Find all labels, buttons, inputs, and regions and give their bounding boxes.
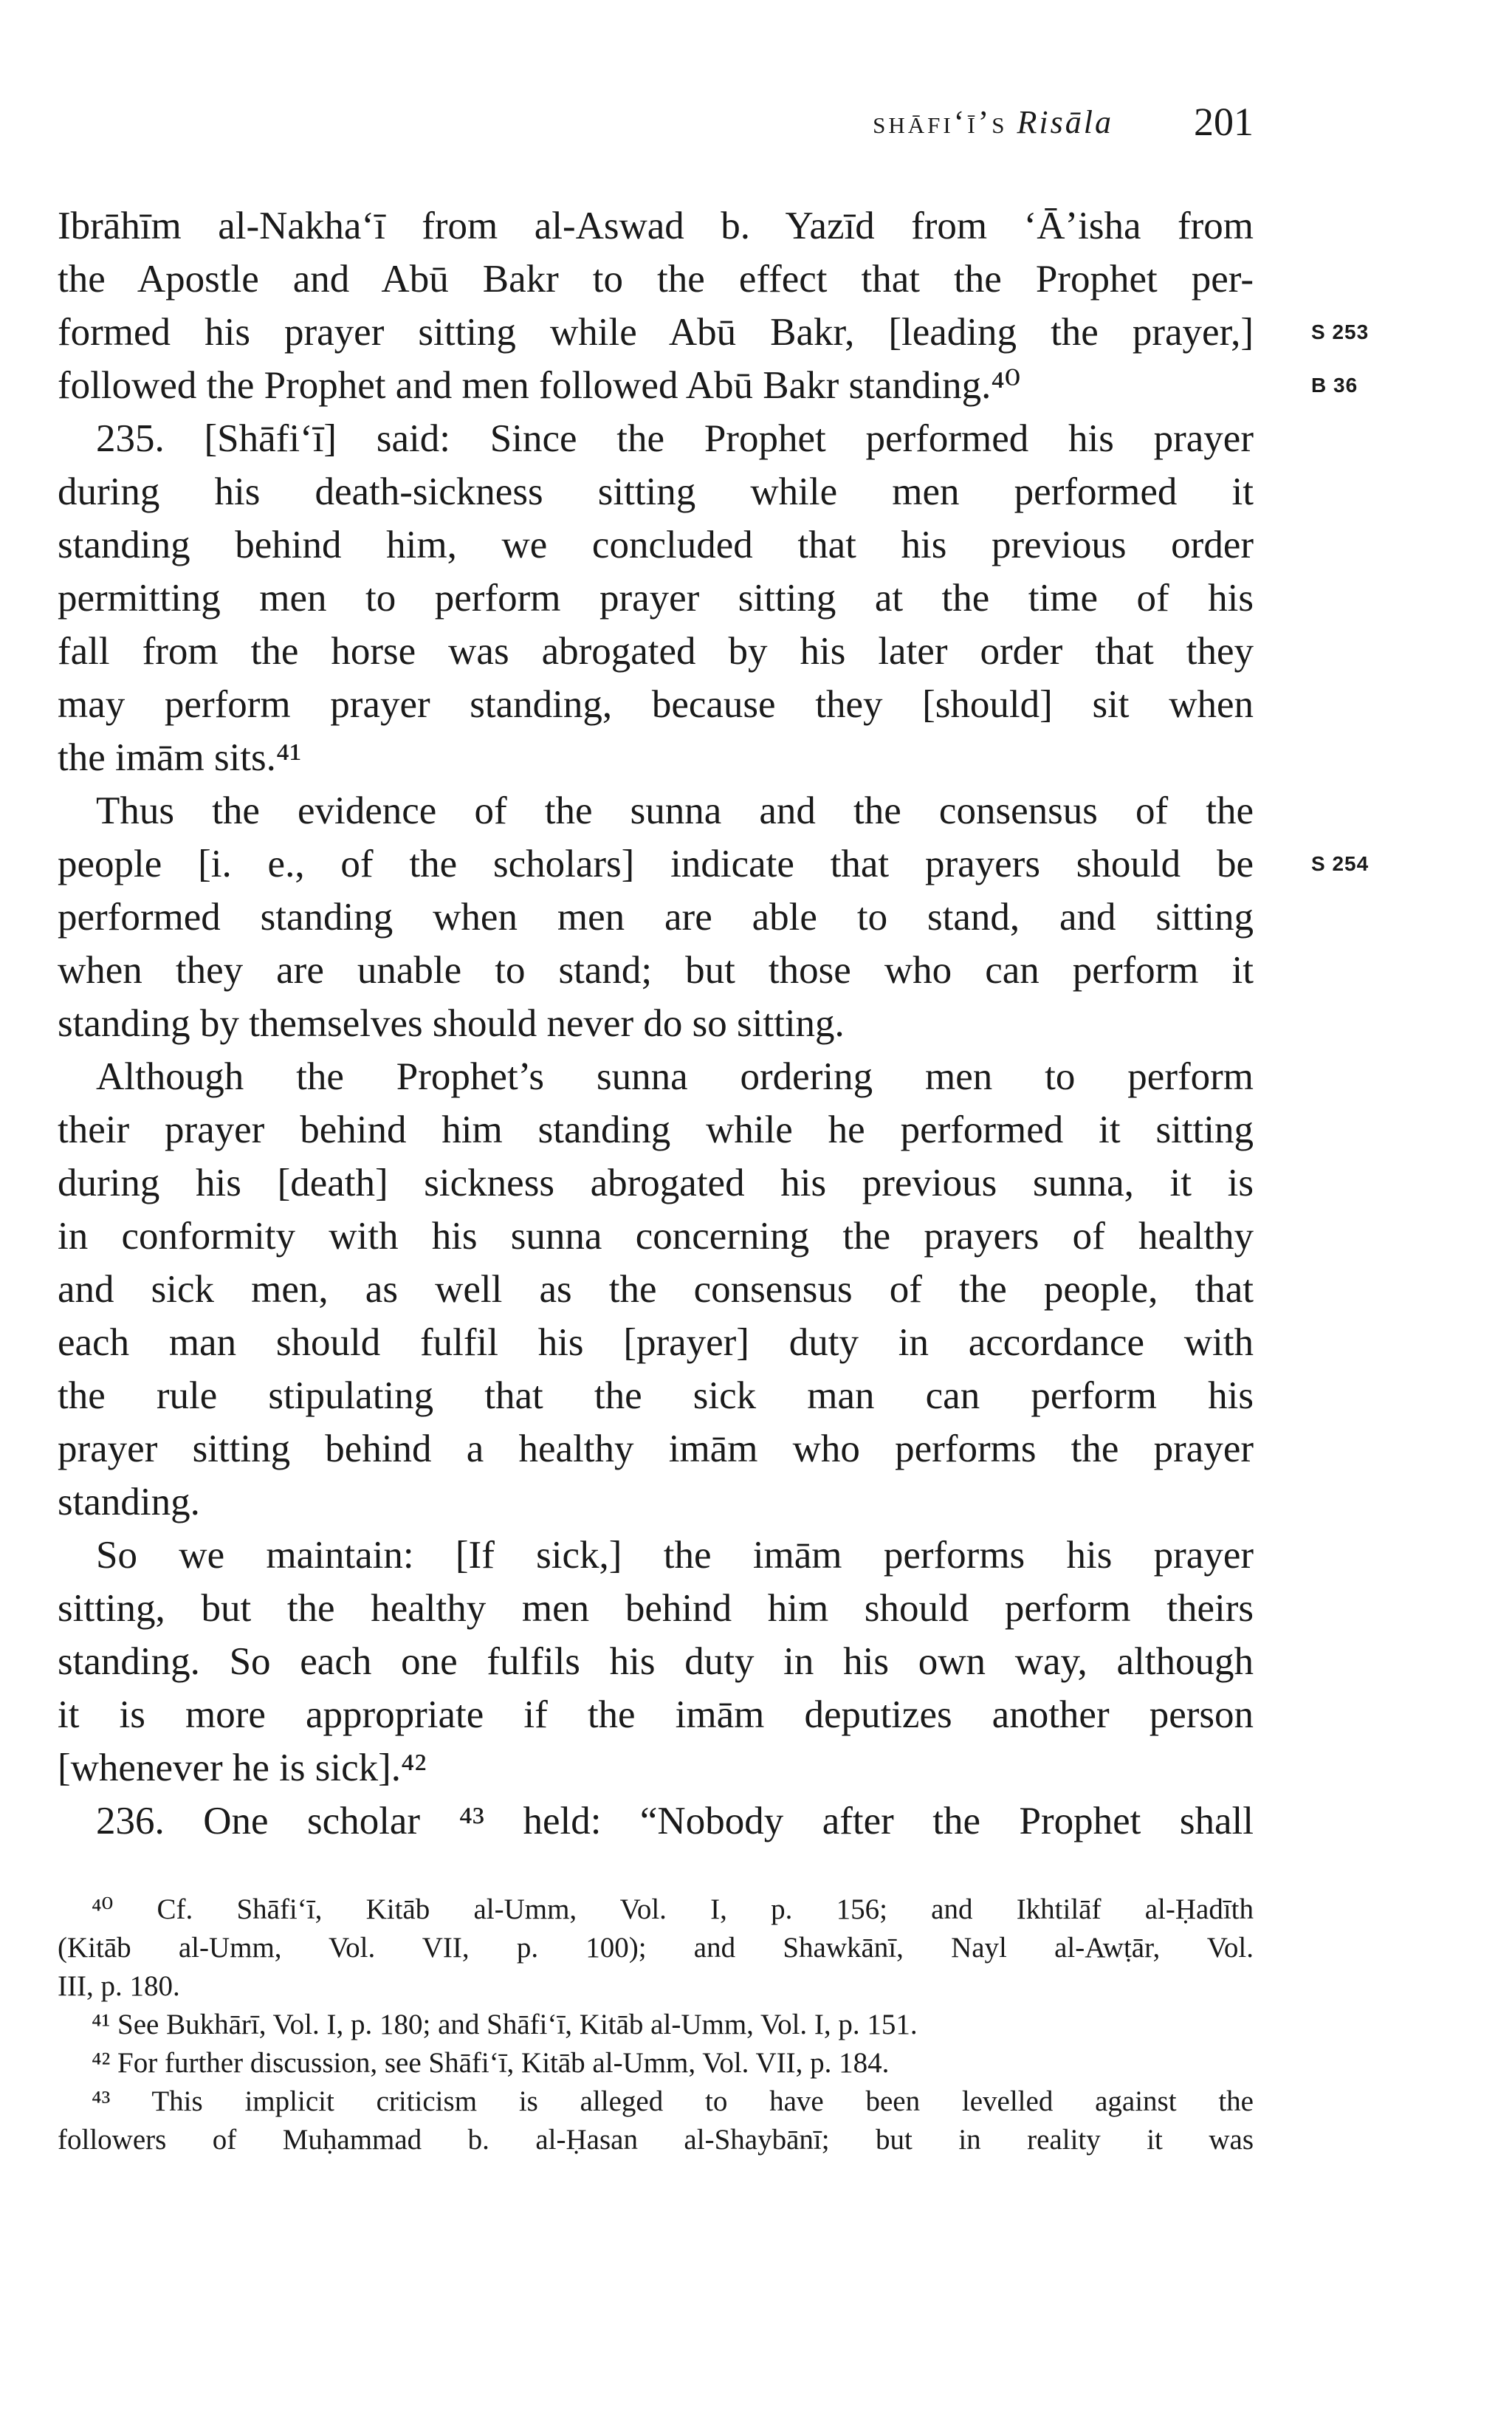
margin-ref-b36: B 36: [1311, 374, 1358, 397]
body-line: 235. [Shāfi‘ī] said: Since the Prophet performed his prayer: [96, 417, 1254, 460]
body-line: each man should fulfil his [prayer] duty in accordance with: [58, 1321, 1254, 1364]
body-line: the Apostle and Abū Bakr to the effect that the Prophet per-: [58, 258, 1254, 301]
footnote-line: ⁴¹ See Bukhārī, Vol. I, p. 180; and Shāfi‘ī, Kitāb al-Umm, Vol. I, p. 151.: [92, 2009, 918, 2040]
body-line: Although the Prophet’s sunna ordering men to perform: [96, 1055, 1254, 1098]
body-line: during his death-sickness sitting while men performed it: [58, 470, 1254, 513]
body-line: [whenever he is sick].⁴²: [58, 1746, 427, 1789]
running-head: [58, 100, 1254, 155]
body-line: 236. One scholar ⁴³ held: “Nobody after the Prophet shall: [96, 1800, 1254, 1842]
body-line: people [i. e., of the scholars] indicate that prayers should be: [58, 843, 1254, 885]
body-line: standing.: [58, 1481, 200, 1523]
body-line: when they are unable to stand; but those who can perform it: [58, 949, 1254, 992]
margin-ref-s253: S 253: [1311, 320, 1370, 343]
body-line: formed his prayer sitting while Abū Bakr, [leading the prayer,]: [58, 311, 1254, 354]
running-head-author: shāfi‘ī’s: [873, 104, 1008, 140]
footnote-line: ⁴² For further discussion, see Shāfi‘ī, Kitāb al-Umm, Vol. VII, p. 184.: [92, 2047, 890, 2079]
body-line: the imām sits.⁴¹: [58, 736, 302, 779]
footnote-line: (Kitāb al-Umm, Vol. VII, p. 100); and Shawkānī, Nayl al-Awṭār, Vol.: [58, 1932, 1254, 1964]
body-line: the rule stipulating that the sick man can perform his: [58, 1374, 1254, 1417]
body-line: and sick men, as well as the consensus of the people, that: [58, 1268, 1254, 1311]
footnote-line: ⁴³ This implicit criticism is alleged to have been levelled against the: [92, 2085, 1254, 2117]
footnote-line: ⁴⁰ Cf. Shāfi‘ī, Kitāb al-Umm, Vol. I, p. 156; and Ikhtilāf al-Ḥadīth: [92, 1893, 1254, 1925]
margin-ref-s254: S 254: [1311, 852, 1370, 875]
body-line: during his [death] sickness abrogated his previous sunna, it is: [58, 1162, 1254, 1204]
running-head-book: Risāla: [1017, 104, 1113, 140]
footnotes: [58, 1890, 1254, 2159]
body-line: Ibrāhīm al-Nakha‘ī from al-Aswad b. Yazīd from ‘Ā’isha from: [58, 205, 1254, 247]
body-line: standing. So each one fulfils his duty in his own way, although: [58, 1640, 1254, 1683]
body-line: prayer sitting behind a healthy imām who performs the prayer: [58, 1427, 1254, 1470]
body-line: So we maintain: [If sick,] the imām performs his prayer: [96, 1534, 1254, 1577]
page-number: 201: [1194, 100, 1254, 144]
body-line: permitting men to perform prayer sitting at the time of his: [58, 577, 1254, 620]
footnote-line: followers of Muḥammad b. al-Ḥasan al-Shaybānī; but in reality it was: [58, 2124, 1254, 2156]
body-line: may perform prayer standing, because they [should] sit when: [58, 683, 1254, 726]
running-head-title: [873, 103, 1113, 141]
body-line: Thus the evidence of the sunna and the consensus of the: [96, 789, 1254, 832]
body-line: followed the Prophet and men followed Abū Bakr standing.⁴⁰: [58, 364, 1021, 407]
body-line: it is more appropriate if the imām deputizes another person: [58, 1693, 1254, 1736]
body-line: standing by themselves should never do so sitting.: [58, 1002, 845, 1045]
body-line: in conformity with his sunna concerning the prayers of healthy: [58, 1215, 1254, 1258]
body-line: their prayer behind him standing while he performed it sitting: [58, 1108, 1254, 1151]
body-line: performed standing when men are able to stand, and sitting: [58, 896, 1254, 939]
body-text: [58, 199, 1254, 1848]
body-line: standing behind him, we concluded that his previous order: [58, 524, 1254, 566]
footnote-line: III, p. 180.: [58, 1970, 180, 2002]
body-line: sitting, but the healthy men behind him should perform theirs: [58, 1587, 1254, 1630]
body-line: fall from the horse was abrogated by his later order that they: [58, 630, 1254, 673]
